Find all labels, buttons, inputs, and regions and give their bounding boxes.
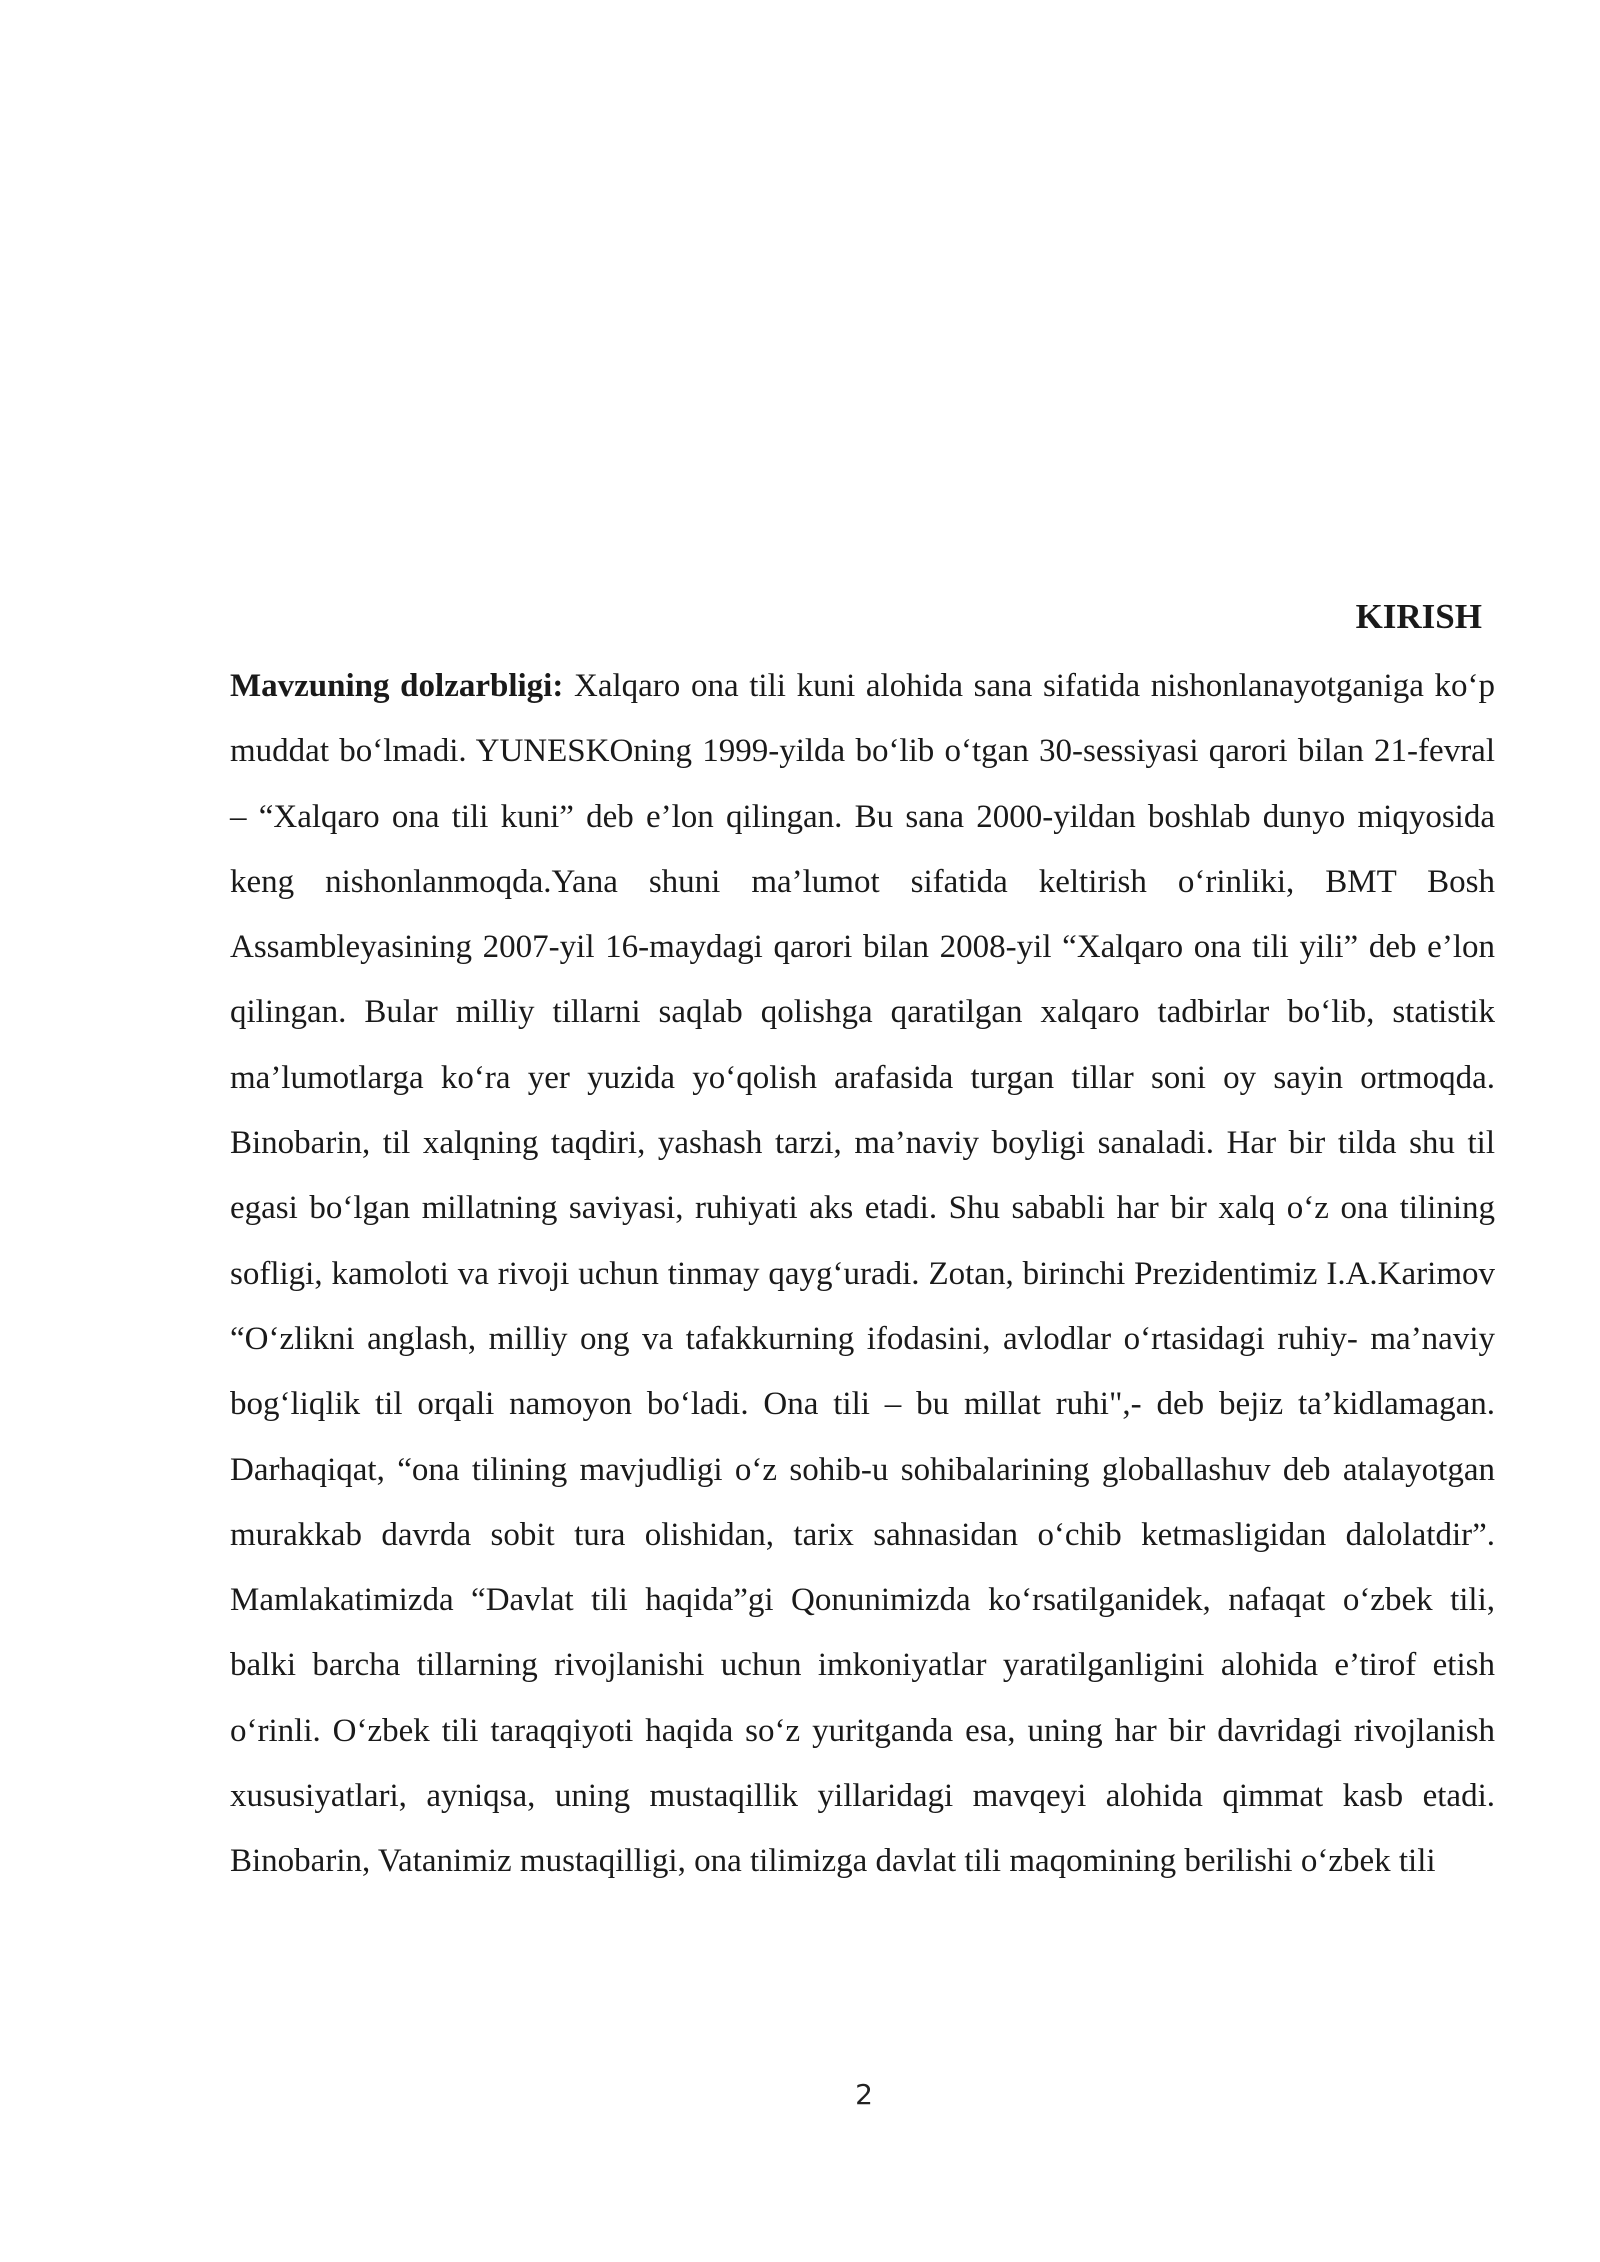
paragraph-text: Xalqaro ona tili kuni alohida sana sifatida nishonlanayotganiga koʻp muddat boʻlmadi. YUNESKOning 1999-yilda boʻlib oʻtgan 30-sessiyasi qarori bilan 21-fevral – “Xalqaro ona tili kuni” deb e’lon qilingan. Bu sana 2000-yildan boshlab dunyo miqyosida keng nishonlanmoqda.Yana shuni ma’lumot sifatida keltirish oʻrinliki, BMT Bosh Assambleyasining 2007-yil 16-maydagi qarori bilan 2008-yil “Xalqaro ona tili yili” deb e’lon qilingan. Bular milliy tillarni saqlab qolishga qaratilgan xalqaro tadbirlar boʻlib, statistik ma’lumotlarga koʻra yer yuzida yoʻqolish arafasida turgan tillar soni oy sayin ortmoqda. Binobarin, til xalqning taqdiri, yashash tarzi, ma’naviy boyligi sanaladi. Har bir tilda shu til egasi boʻlgan millatning saviyasi, ruhiyati aks etadi. Shu sababli har bir xalq oʻz ona tilining sofligi, kamoloti va rivoji uchun tinmay qaygʻuradi. Zotan, birinchi Prezidentimiz I.A.Karimov “Oʻzlikni anglash, milliy ong va tafakkurning ifodasini, avlodlar oʻrtasidagi ruhiy- ma’naviy bogʻliqlik til orqali namoyon boʻladi. Ona tili – bu millat ruhi",- deb bejiz ta’kidlamagan. Darhaqiqat, “ona tilining mavjudligi oʻz sohib-u sohibalarining globallashuv deb atalayotgan murakkab davrda sobit tura olishidan, tarix sahnasidan oʻchib ketmasligidan dalolatdir”. Mamlakatimizda “Davlat tili haqida”gi Qonunimizda koʻrsatilganidek, nafaqat oʻzbek tili, balki barcha tillarning rivojlanishi uchun imkoniyatlar yaratilganligini alohida e’tirof etish oʻrinli. Oʻzbek tili taraqqiyoti haqida soʻz yuritganda esa, uning har bir davridagi rivojlanish xususiyatlari, ayniqsa, uning mustaqillik yillaridagi mavqeyi alohida qimmat kasb etadi. Binobarin, Vatanimiz mustaqilligi, ona tilimizga davlat tili maqomining berilishi oʻzbek tili xyxy=(230,668,1496,1880)
paragraph-lead: Mavzuning dolzarbligi: xyxy=(230,668,564,704)
page-number: 2 xyxy=(855,2078,873,2111)
section-heading: KIRISH xyxy=(1355,597,1482,636)
body-paragraph xyxy=(230,654,1495,1895)
